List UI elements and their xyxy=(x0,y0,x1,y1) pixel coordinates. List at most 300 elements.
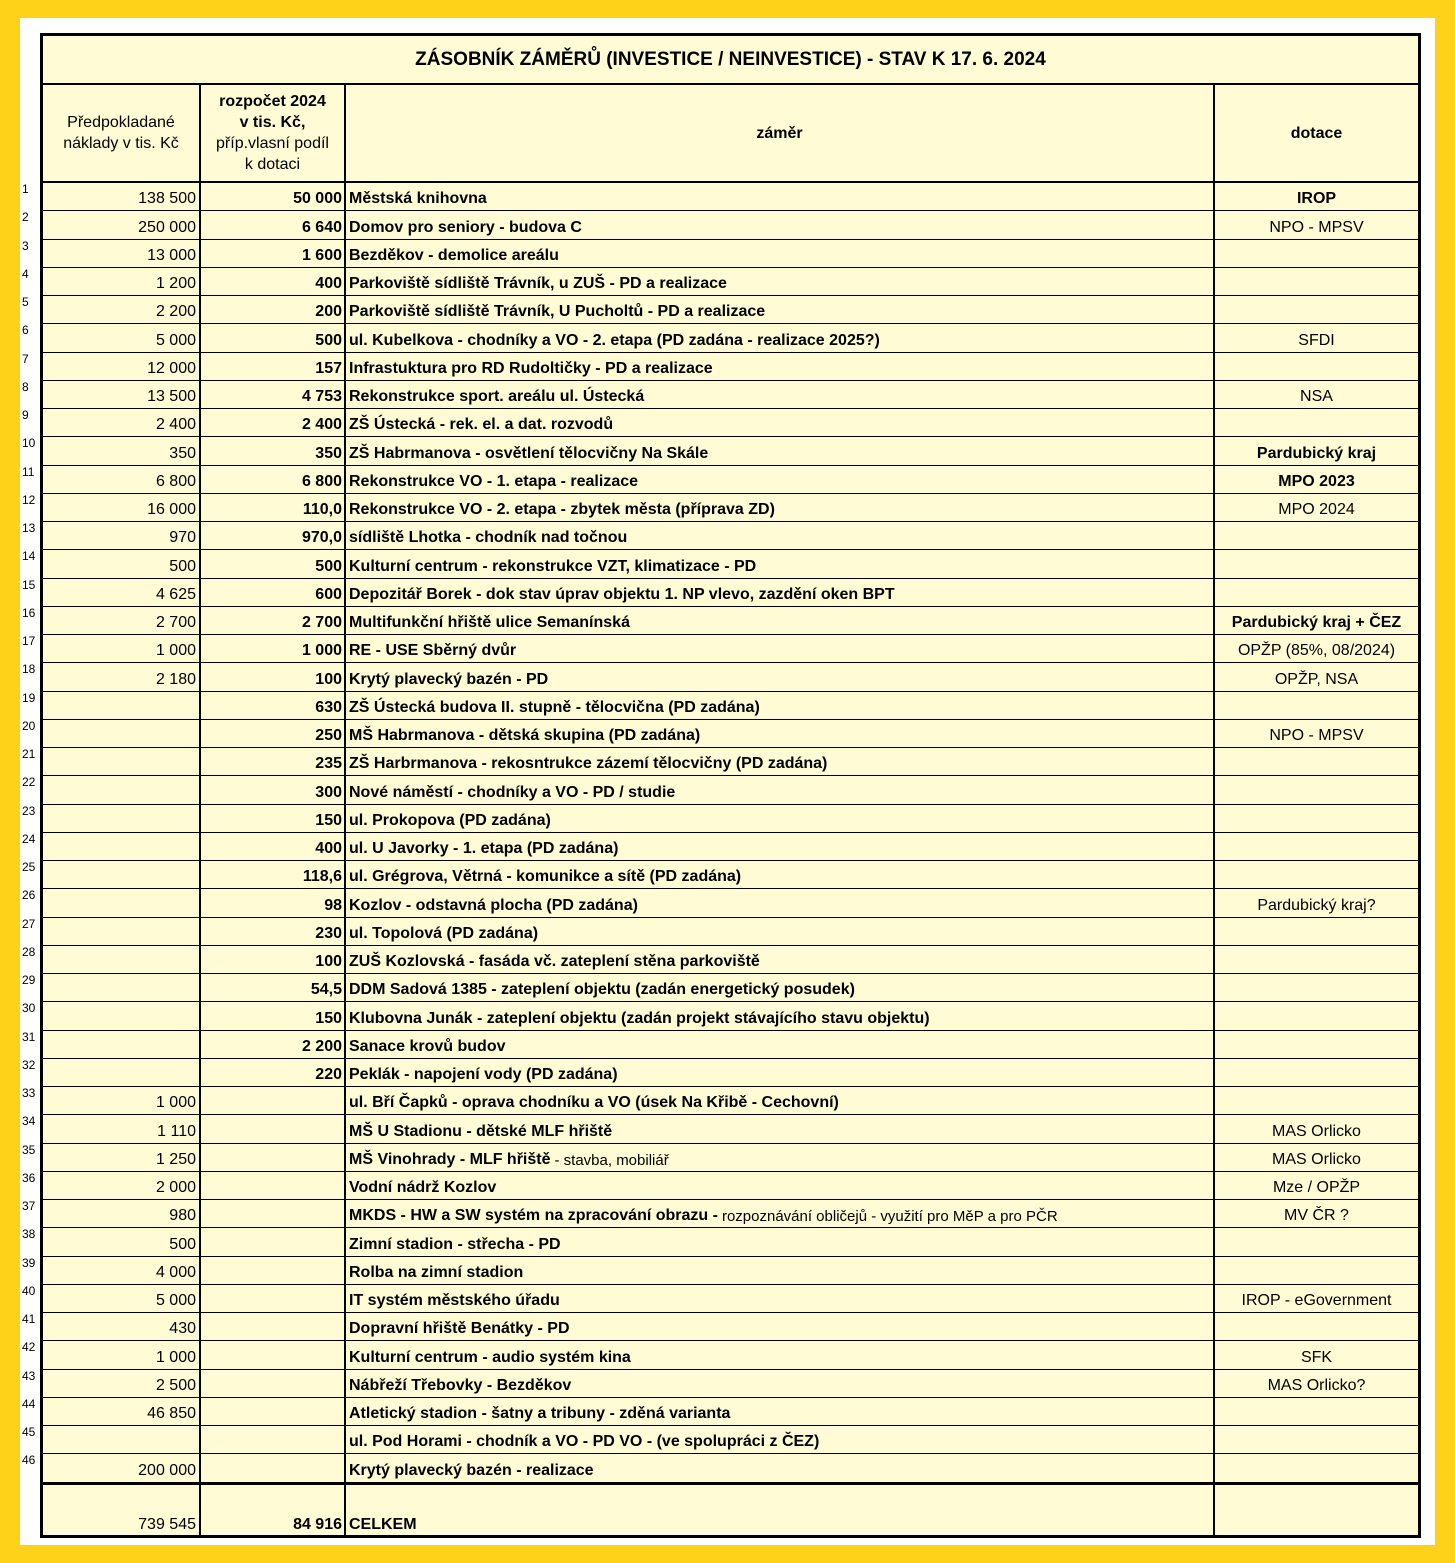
cell-project xyxy=(346,550,1215,577)
cell-subsidy xyxy=(1215,946,1418,973)
cell-subsidy: SFK xyxy=(1300,1348,1333,1366)
table-row xyxy=(43,353,1418,381)
cell-budget xyxy=(201,1370,346,1397)
cell-subsidy: OPŽP, NSA xyxy=(1274,670,1359,688)
row-number: 25 xyxy=(22,860,36,874)
cell-cost: 250 000 xyxy=(43,211,201,238)
project-name: Rolba na zimní stadion xyxy=(349,1263,524,1281)
cell-project xyxy=(346,974,1215,1001)
cell-cost: 500 xyxy=(43,550,201,577)
project-name: Krytý plavecký bazén - PD xyxy=(349,670,549,688)
table-row xyxy=(43,861,1418,889)
table-row xyxy=(43,211,1418,239)
cell-subsidy: Mze / OPŽP xyxy=(1272,1179,1361,1196)
row-number: 12 xyxy=(22,492,36,507)
project-name: Domov pro seniory - budova C xyxy=(349,218,582,236)
cell-budget: 970,0 xyxy=(201,522,346,549)
cell-cost: 2 400 xyxy=(43,409,201,436)
cell-subsidy: IROP xyxy=(1296,190,1337,208)
table-row xyxy=(43,1398,1418,1426)
cell-subsidy xyxy=(1215,918,1418,945)
cell-subsidy xyxy=(1215,1002,1418,1029)
project-name: RE - USE Sběrný dvůr xyxy=(349,642,517,660)
cell-subsidy xyxy=(1215,974,1418,1001)
project-name: ul. Topolová (PD zadána) xyxy=(349,924,539,942)
cell-budget: 235 xyxy=(201,748,346,775)
cell-cost: 5 000 xyxy=(43,1285,201,1312)
project-name: MŠ Vinohrady - MLF hřiště xyxy=(349,1150,551,1168)
cell-cost: 1 250 xyxy=(43,1144,201,1171)
cell-budget xyxy=(201,1426,346,1453)
cell-cost: 980 xyxy=(43,1200,201,1227)
cell-project xyxy=(346,1454,1215,1481)
table-row xyxy=(43,1426,1418,1454)
table-row xyxy=(43,324,1418,352)
project-name: DDM Sadová 1385 - zateplení objektu (zadán energetický posudek) xyxy=(349,981,855,999)
cell-project xyxy=(346,1285,1215,1312)
total-budget: 84 916 xyxy=(201,1485,346,1536)
cell-project xyxy=(346,1172,1215,1199)
cell-cost: 2 200 xyxy=(43,296,201,323)
header-costs xyxy=(43,85,201,181)
row-number: 34 xyxy=(22,1114,36,1129)
table-row xyxy=(43,974,1418,1002)
cell-project xyxy=(346,1144,1215,1171)
row-number: 22 xyxy=(22,775,36,790)
row-number: 28 xyxy=(22,944,36,959)
cell-budget: 300 xyxy=(201,776,346,803)
row-number: 26 xyxy=(22,888,36,903)
project-name: IT systém městského úřadu xyxy=(349,1292,560,1309)
cell-budget: 500 xyxy=(201,324,346,351)
cell-project xyxy=(346,1002,1215,1029)
table-row xyxy=(43,1285,1418,1313)
cell-budget xyxy=(201,1200,346,1227)
cell-subsidy xyxy=(1215,805,1418,832)
table-row xyxy=(43,1144,1418,1172)
header-budget-line2: v tis. Kč, xyxy=(239,114,306,131)
cell-project xyxy=(346,1426,1215,1453)
cell-subsidy xyxy=(1215,692,1418,719)
table-row xyxy=(43,692,1418,720)
cell-cost: 4 625 xyxy=(43,579,201,606)
cell-subsidy xyxy=(1215,409,1418,436)
cell-cost: 500 xyxy=(43,1228,201,1255)
cell-project xyxy=(346,437,1215,464)
table-row xyxy=(43,522,1418,550)
cell-project xyxy=(346,833,1215,860)
project-name: Rekonstrukce VO - 2. etapa - zbytek města (příprava ZD) xyxy=(349,501,775,518)
table-row xyxy=(43,1341,1418,1369)
table-row xyxy=(43,1087,1418,1115)
table-row xyxy=(43,240,1418,268)
cell-budget: 157 xyxy=(201,353,346,380)
cell-project xyxy=(346,183,1215,210)
project-name: ul. Pod Horami - chodník a VO - PD VO - (ve spolupráci z ČEZ) xyxy=(349,1433,820,1451)
cell-cost: 200 000 xyxy=(43,1454,201,1481)
cell-cost: 6 800 xyxy=(43,466,201,493)
cell-cost: 1 000 xyxy=(43,1087,201,1114)
project-name: ul. Bří Čapků - oprava chodníku a VO (úsek Na Křibě - Cechovní) xyxy=(349,1094,839,1112)
project-name: MKDS - HW a SW systém na zpracování obrazu - xyxy=(349,1207,718,1225)
cell-budget: 6 640 xyxy=(201,211,346,238)
cell-subsidy: OPŽP (85%, 08/2024) xyxy=(1237,642,1396,660)
cell-project xyxy=(346,1200,1215,1227)
cell-cost: 1 200 xyxy=(43,268,201,295)
cell-project xyxy=(346,240,1215,267)
row-number: 38 xyxy=(22,1227,36,1242)
cell-subsidy: Pardubický kraj xyxy=(1256,444,1377,462)
row-number: 20 xyxy=(22,718,36,733)
table-row xyxy=(43,437,1418,465)
project-name: Kozlov - odstavná plocha (PD zadána) xyxy=(349,896,638,914)
total-cost: 739 545 xyxy=(43,1485,201,1536)
table-row xyxy=(43,607,1418,635)
project-name: Multifunkční hřiště ulice Semanínská xyxy=(349,614,630,631)
row-number: 45 xyxy=(22,1425,36,1439)
row-number: 44 xyxy=(22,1396,36,1411)
cell-subsidy xyxy=(1215,1426,1418,1453)
cell-budget xyxy=(201,1172,346,1199)
project-name: ZŠ Habrmanova - osvětlení tělocvičny Na Skále xyxy=(349,444,709,462)
cell-subsidy xyxy=(1215,550,1418,577)
row-number: 37 xyxy=(22,1199,36,1213)
cell-cost: 138 500 xyxy=(43,183,201,210)
row-number: 46 xyxy=(22,1453,36,1468)
header-costs-line2: náklady v tis. Kč xyxy=(63,135,179,152)
row-number: 17 xyxy=(22,634,36,648)
cell-cost xyxy=(43,974,201,1001)
cell-cost: 430 xyxy=(43,1313,201,1340)
row-number: 32 xyxy=(22,1057,36,1072)
cell-budget: 100 xyxy=(201,946,346,973)
cell-project xyxy=(346,579,1215,606)
cell-budget: 150 xyxy=(201,805,346,832)
cell-subsidy xyxy=(1215,268,1418,295)
table-row xyxy=(43,889,1418,917)
cell-subsidy: NPO - MPSV xyxy=(1269,218,1364,236)
cell-budget: 118,6 xyxy=(201,861,346,888)
cell-cost: 1 000 xyxy=(43,1341,201,1368)
cell-budget xyxy=(201,1144,346,1171)
cell-project xyxy=(346,409,1215,436)
row-number: 5 xyxy=(22,295,29,309)
total-row xyxy=(43,1483,1418,1536)
project-name: Nábřeží Třebovky - Bezděkov xyxy=(349,1376,572,1394)
table-row xyxy=(43,466,1418,494)
table-row xyxy=(43,946,1418,974)
cell-subsidy xyxy=(1215,776,1418,803)
cell-project xyxy=(346,776,1215,803)
row-number: 43 xyxy=(22,1368,36,1383)
total-subsidy-empty xyxy=(1215,1485,1418,1536)
cell-budget: 1 600 xyxy=(201,240,346,267)
cell-project xyxy=(346,861,1215,888)
cell-subsidy: Pardubický kraj? xyxy=(1257,896,1376,914)
cell-subsidy: MPO 2023 xyxy=(1278,472,1355,490)
cell-budget: 150 xyxy=(201,1002,346,1029)
project-name: ul. Grégrova, Větrná - komunikce a sítě (PD zadána) xyxy=(349,868,742,886)
cell-cost: 2 700 xyxy=(43,607,201,634)
cell-project xyxy=(346,522,1215,549)
project-name: Depozitář Borek - dok stav úprav objektu 1. NP vlevo, zazdění oken BPT xyxy=(349,585,895,603)
cell-budget: 98 xyxy=(201,889,346,916)
cell-budget: 350 xyxy=(201,437,346,464)
cell-budget: 2 700 xyxy=(201,607,346,634)
cell-cost: 12 000 xyxy=(43,353,201,380)
cell-cost: 4 000 xyxy=(43,1257,201,1284)
cell-cost xyxy=(43,889,201,916)
cell-project xyxy=(346,268,1215,295)
project-name: MŠ U Stadionu - dětské MLF hřiště xyxy=(349,1122,613,1140)
cell-project xyxy=(346,946,1215,973)
project-name: Vodní nádrž Kozlov xyxy=(349,1179,497,1196)
header-project: záměr xyxy=(346,85,1215,181)
project-name: Nové náměstí - chodníky a VO - PD / studie xyxy=(349,783,676,801)
row-number: 36 xyxy=(22,1170,36,1185)
table-row xyxy=(43,748,1418,776)
cell-budget: 100 xyxy=(201,663,346,690)
cell-project xyxy=(346,1031,1215,1058)
project-name: Parkoviště sídliště Trávník, u ZUŠ - PD a realizace xyxy=(349,275,727,292)
project-name: Dopravní hřiště Benátky - PD xyxy=(349,1320,570,1338)
project-name: Zimní stadion - střecha - PD xyxy=(349,1235,561,1253)
table-title: ZÁSOBNÍK ZÁMĚRŮ (INVESTICE / NEINVESTICE) - STAV K 17. 6. 2024 xyxy=(43,36,1418,85)
cell-project xyxy=(346,466,1215,493)
cell-budget xyxy=(201,1228,346,1255)
row-number: 39 xyxy=(22,1255,36,1270)
cell-project xyxy=(346,1059,1215,1086)
table-row xyxy=(43,381,1418,409)
header-budget xyxy=(201,85,346,181)
cell-project xyxy=(346,296,1215,323)
cell-cost xyxy=(43,1002,201,1029)
project-name: Rekonstrukce sport. areálu ul. Ústecká xyxy=(349,388,645,405)
cell-cost: 16 000 xyxy=(43,494,201,521)
cell-project xyxy=(346,1313,1215,1340)
table-row xyxy=(43,1454,1418,1482)
table-row xyxy=(43,1228,1418,1256)
project-name: Krytý plavecký bazén - realizace xyxy=(349,1461,594,1479)
project-name: MŠ Habrmanova - dětská skupina (PD zadána) xyxy=(349,727,701,744)
cell-project xyxy=(346,692,1215,719)
row-number: 27 xyxy=(22,916,36,931)
project-name: Klubovna Junák - zateplení objektu (zadán projekt stávajícího stavu objektu) xyxy=(349,1009,930,1027)
cell-budget: 220 xyxy=(201,1059,346,1086)
row-number: 6 xyxy=(22,323,29,338)
cell-cost: 970 xyxy=(43,522,201,549)
cell-budget: 630 xyxy=(201,692,346,719)
cell-project xyxy=(346,748,1215,775)
row-number: 10 xyxy=(22,436,36,451)
row-number: 21 xyxy=(22,747,36,761)
cell-subsidy xyxy=(1215,833,1418,860)
cell-subsidy: NPO - MPSV xyxy=(1269,727,1364,744)
cell-cost: 13 500 xyxy=(43,381,201,408)
cell-project xyxy=(346,663,1215,690)
cell-subsidy: IROP - eGovernment xyxy=(1241,1292,1392,1309)
cell-budget: 600 xyxy=(201,579,346,606)
cell-budget xyxy=(201,1454,346,1481)
cell-cost xyxy=(43,833,201,860)
cell-budget: 500 xyxy=(201,550,346,577)
row-number: 15 xyxy=(22,577,36,592)
cell-project xyxy=(346,353,1215,380)
cell-budget xyxy=(201,1115,346,1142)
cell-budget: 2 200 xyxy=(201,1031,346,1058)
table-row xyxy=(43,1115,1418,1143)
row-number: 18 xyxy=(22,662,36,677)
cell-cost: 13 000 xyxy=(43,240,201,267)
project-name: Parkoviště sídliště Trávník, U Pucholtů - PD a realizace xyxy=(349,303,766,321)
cell-project xyxy=(346,1341,1215,1368)
cell-cost: 5 000 xyxy=(43,324,201,351)
cell-project xyxy=(346,635,1215,662)
cell-subsidy: MV ČR ? xyxy=(1284,1207,1349,1225)
row-number: 24 xyxy=(22,831,36,846)
cell-cost xyxy=(43,918,201,945)
cell-cost: 46 850 xyxy=(43,1398,201,1425)
project-name: Peklák - napojení vody (PD zadána) xyxy=(349,1066,618,1083)
cell-subsidy: MAS Orlicko xyxy=(1272,1150,1361,1168)
cell-subsidy xyxy=(1215,240,1418,267)
cell-cost xyxy=(43,1059,201,1086)
table-row xyxy=(43,409,1418,437)
cell-budget xyxy=(201,1285,346,1312)
cell-cost xyxy=(43,692,201,719)
row-number: 35 xyxy=(22,1142,36,1157)
cell-project xyxy=(346,889,1215,916)
cell-subsidy xyxy=(1215,1454,1418,1481)
project-name: ZŠ Ústecká - rek. el. a dat. rozvodů xyxy=(349,416,614,434)
project-name: ul. Kubelkova - chodníky a VO - 2. etapa (PD zadána - realizace 2025?) xyxy=(349,331,880,349)
cell-cost xyxy=(43,946,201,973)
row-number: 13 xyxy=(22,521,36,535)
table-row xyxy=(43,1002,1418,1030)
cell-subsidy xyxy=(1215,1228,1418,1255)
total-label: CELKEM xyxy=(346,1485,1215,1536)
table-row xyxy=(43,268,1418,296)
cell-project xyxy=(346,805,1215,832)
cell-project xyxy=(346,918,1215,945)
project-name: ul. U Javorky - 1. etapa (PD zadána) xyxy=(349,840,619,857)
cell-budget: 250 xyxy=(201,720,346,747)
row-number: 19 xyxy=(22,690,36,705)
cell-budget xyxy=(201,1257,346,1284)
cell-subsidy: Pardubický kraj + ČEZ xyxy=(1231,614,1402,631)
cell-project xyxy=(346,211,1215,238)
cell-project xyxy=(346,1115,1215,1142)
cell-budget xyxy=(201,1313,346,1340)
cell-subsidy: MPO 2024 xyxy=(1278,501,1355,518)
row-number: 11 xyxy=(22,464,35,479)
cell-cost xyxy=(43,776,201,803)
cell-subsidy: SFDI xyxy=(1298,331,1335,349)
cell-subsidy: MAS Orlicko xyxy=(1272,1122,1361,1140)
row-number: 4 xyxy=(22,266,29,281)
row-number: 14 xyxy=(22,549,36,564)
cell-project xyxy=(346,381,1215,408)
cell-project xyxy=(346,1228,1215,1255)
header-costs-line1: Předpokladané xyxy=(67,114,175,131)
cell-cost xyxy=(43,1426,201,1453)
cell-subsidy xyxy=(1215,1031,1418,1058)
project-name: ZUŠ Kozlovská - fasáda vč. zateplení stěna parkoviště xyxy=(349,953,760,970)
project-name: Infrastuktura pro RD Rudoltičky - PD a realizace xyxy=(349,359,713,377)
project-name: Bezděkov - demolice areálu xyxy=(349,246,559,264)
cell-subsidy xyxy=(1215,861,1418,888)
table-row xyxy=(43,183,1418,211)
project-name: Atletický stadion - šatny a tribuny - zděná varianta xyxy=(349,1405,731,1422)
cell-project xyxy=(346,494,1215,521)
cell-subsidy: NSA xyxy=(1300,388,1333,405)
cell-cost xyxy=(43,748,201,775)
row-number: 7 xyxy=(22,351,29,366)
cell-project xyxy=(346,1257,1215,1284)
row-number: 8 xyxy=(22,379,29,394)
table-row xyxy=(43,1031,1418,1059)
cell-cost xyxy=(43,805,201,832)
table-row xyxy=(43,1059,1418,1087)
cell-project xyxy=(346,1370,1215,1397)
row-number: 33 xyxy=(22,1086,36,1100)
cell-budget: 6 800 xyxy=(201,466,346,493)
cell-cost: 1 110 xyxy=(43,1115,201,1142)
project-name: sídliště Lhotka - chodník nad točnou xyxy=(349,529,628,547)
cell-budget: 110,0 xyxy=(201,494,346,521)
project-name: Sanace krovů budov xyxy=(349,1037,506,1055)
table-row xyxy=(43,494,1418,522)
row-number: 2 xyxy=(22,210,29,225)
row-number: 31 xyxy=(22,1029,36,1044)
cell-project xyxy=(346,720,1215,747)
table-row xyxy=(43,1313,1418,1341)
row-number: 30 xyxy=(22,1001,36,1016)
cell-budget xyxy=(201,1087,346,1114)
cell-budget xyxy=(201,1398,346,1425)
cell-project xyxy=(346,607,1215,634)
project-note: rozpoznávání obličejů - využití pro MěP a pro PČR xyxy=(721,1208,1058,1226)
cell-subsidy xyxy=(1215,296,1418,323)
table-row xyxy=(43,296,1418,324)
table-body xyxy=(43,183,1418,1483)
header-budget-line3: příp.vlasní podíl xyxy=(216,135,329,152)
row-number: 1 xyxy=(22,182,29,196)
header-subsidy: dotace xyxy=(1290,124,1343,142)
table-row xyxy=(43,776,1418,804)
cell-budget: 230 xyxy=(201,918,346,945)
cell-subsidy xyxy=(1215,579,1418,606)
cell-cost: 2 000 xyxy=(43,1172,201,1199)
cell-budget xyxy=(201,1341,346,1368)
cell-budget: 400 xyxy=(201,268,346,295)
cell-subsidy: MAS Orlicko? xyxy=(1267,1376,1366,1394)
table-row xyxy=(43,663,1418,691)
cell-budget: 2 400 xyxy=(201,409,346,436)
project-name: ZŠ Ústecká budova II. stupně - tělocvična (PD zadána) xyxy=(349,698,760,716)
cell-budget: 4 753 xyxy=(201,381,346,408)
cell-cost xyxy=(43,720,201,747)
cell-budget: 1 000 xyxy=(201,635,346,662)
table-row xyxy=(43,833,1418,861)
table-row xyxy=(43,1370,1418,1398)
row-number: 40 xyxy=(22,1283,36,1298)
header-budget-line1: rozpočet 2024 xyxy=(219,93,326,110)
cell-subsidy xyxy=(1215,1087,1418,1114)
table-row xyxy=(43,1257,1418,1285)
cell-project xyxy=(346,1087,1215,1114)
table-row xyxy=(43,550,1418,578)
